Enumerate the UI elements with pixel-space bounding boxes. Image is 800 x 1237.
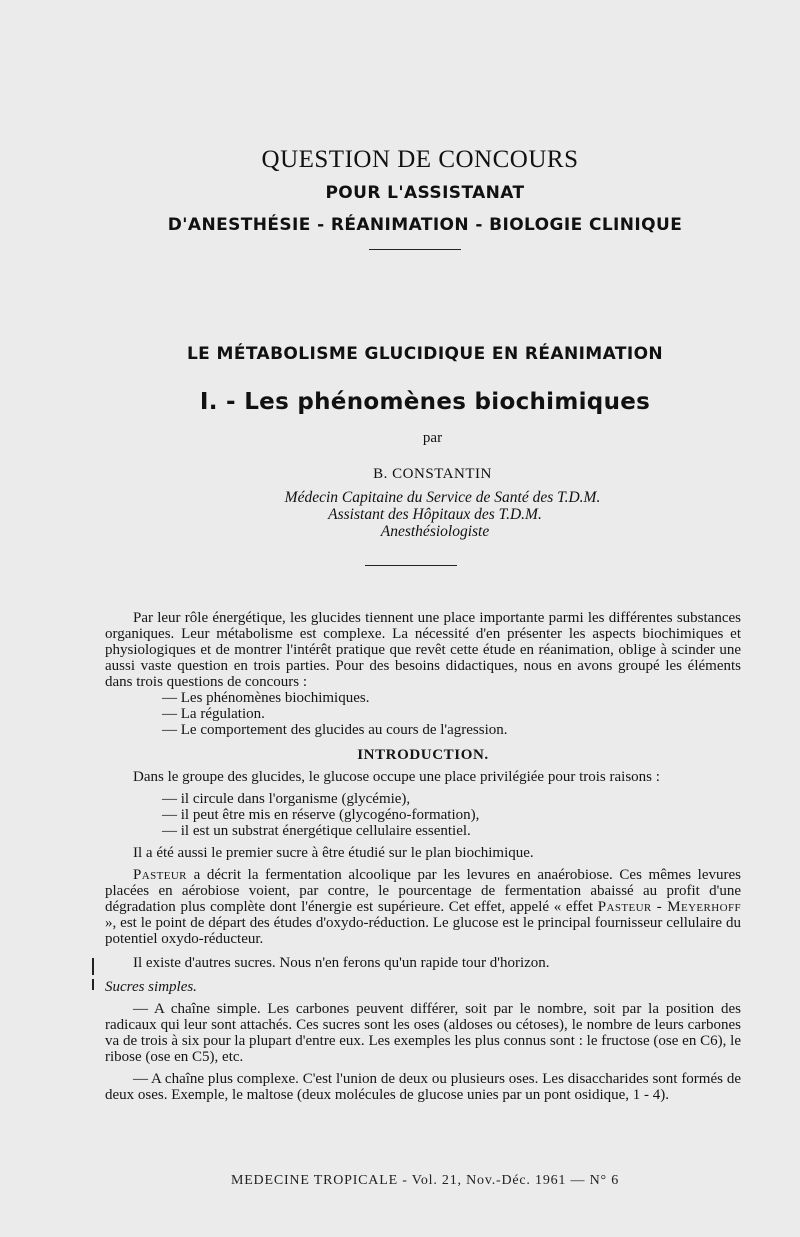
list-item: — Le comportement des glucides au cours de l'agression. <box>162 722 508 738</box>
author-reference: Pasteur <box>133 867 187 883</box>
list-item: — La régulation. <box>162 706 265 722</box>
subsection-heading-simple-sugars: Sucres simples. <box>105 979 197 995</box>
reasons-list <box>105 791 741 839</box>
other-sugars-paragraph: Il existe d'autres sucres. Nous n'en ferons qu'un rapide tour d'horizon. <box>133 955 550 971</box>
author-affiliation: Anesthésiologiste <box>380 523 490 540</box>
author-name: B. CONSTANTIN <box>373 466 492 482</box>
divider-rule <box>365 565 457 566</box>
list-item: — il circule dans l'organisme (glycémie), <box>162 791 411 807</box>
complex-chain-paragraph: — A chaîne plus complexe. C'est l'union de deux ou plusieurs oses. Les disaccharides sont formés de deux oses. Exemple, le maltose (deux molécules de glucose unies par un pont osidique, 1 - 4). <box>105 1071 741 1103</box>
author-affiliation: Médecin Capitaine du Service de Santé des T.D.M. <box>284 489 601 506</box>
paragraph-text: a décrit la fermentation alcoolique par les levures en anaérobiose. Ces mêmes levures placées en aérobiose voient, par contre, le pourcentage de fermentation abaissé au profit d'une dégradation plus complète dont l'énergie est supérieure. Cet effet, appelé « effet <box>105 867 741 915</box>
article-part-title: I. - Les phénomènes biochimiques <box>199 389 651 415</box>
page-title: QUESTION DE CONCOURS <box>261 146 579 173</box>
journal-footer: MEDECINE TROPICALE - Vol. 21, Nov.-Déc. 1961 — N° 6 <box>230 1173 620 1188</box>
list-item: — il peut être mis en réserve (glycogéno-formation), <box>162 807 480 823</box>
list-item: — il est un substrat énergétique cellulaire essentiel. <box>162 823 471 839</box>
article-body <box>105 610 741 1103</box>
questions-list <box>105 690 741 738</box>
author-reference: Pasteur - Meyerhoff <box>597 899 741 915</box>
pasteur-paragraph <box>105 867 741 947</box>
subtitle-specialties: D'ANESTHÉSIE - RÉANIMATION - BIOLOGIE CLINIQUE <box>167 215 683 235</box>
article-topic: LE MÉTABOLISME GLUCIDIQUE EN RÉANIMATION <box>186 344 664 364</box>
list-item: — Les phénomènes biochimiques. <box>162 690 370 706</box>
paragraph-text: », est le point de départ des études d'oxydo-réduction. Le glucose est le principal fournisseur cellulaire du potentiel oxydo-réducteur. <box>105 915 741 947</box>
divider-rule <box>369 249 461 250</box>
author-affiliation: Assistant des Hôpitaux des T.D.M. <box>328 506 542 523</box>
subtitle-assistanat: POUR L'ASSISTANAT <box>325 183 525 203</box>
margin-bracket <box>92 958 95 990</box>
intro-paragraph: Par leur rôle énergétique, les glucides tiennent une place importante parmi les différentes substances organiques. Leur métabolisme est complexe. La nécessité d'en présenter les aspects biochimiques et physiologiques et de montrer l'intérêt pratique que revêt cette étude en réanimation, oblige à scinder une aussi vaste question en trois parties. Pour des besoins didactiques, nous en avons groupé les éléments dans trois questions de concours : <box>105 610 741 690</box>
first-sugar-paragraph: Il a été aussi le premier sucre à être étudié sur le plan biochimique. <box>133 845 534 861</box>
simple-chain-paragraph: — A chaîne simple. Les carbones peuvent différer, soit par le nombre, soit par la position des radicaux qui leur sont attachés. Ces sucres sont les oses (aldoses ou cétoses), le nombre de leurs carbones va de trois à six pour la plupart d'entre eux. Les exemples les plus connus sont : le fructose (ose en C6), le ribose (ose en C5), etc. <box>105 1001 741 1065</box>
section-heading-introduction: INTRODUCTION. <box>357 747 489 763</box>
byline-par: par <box>422 430 443 446</box>
glucose-paragraph: Dans le groupe des glucides, le glucose occupe une place privilégiée pour trois raisons : <box>133 769 660 785</box>
